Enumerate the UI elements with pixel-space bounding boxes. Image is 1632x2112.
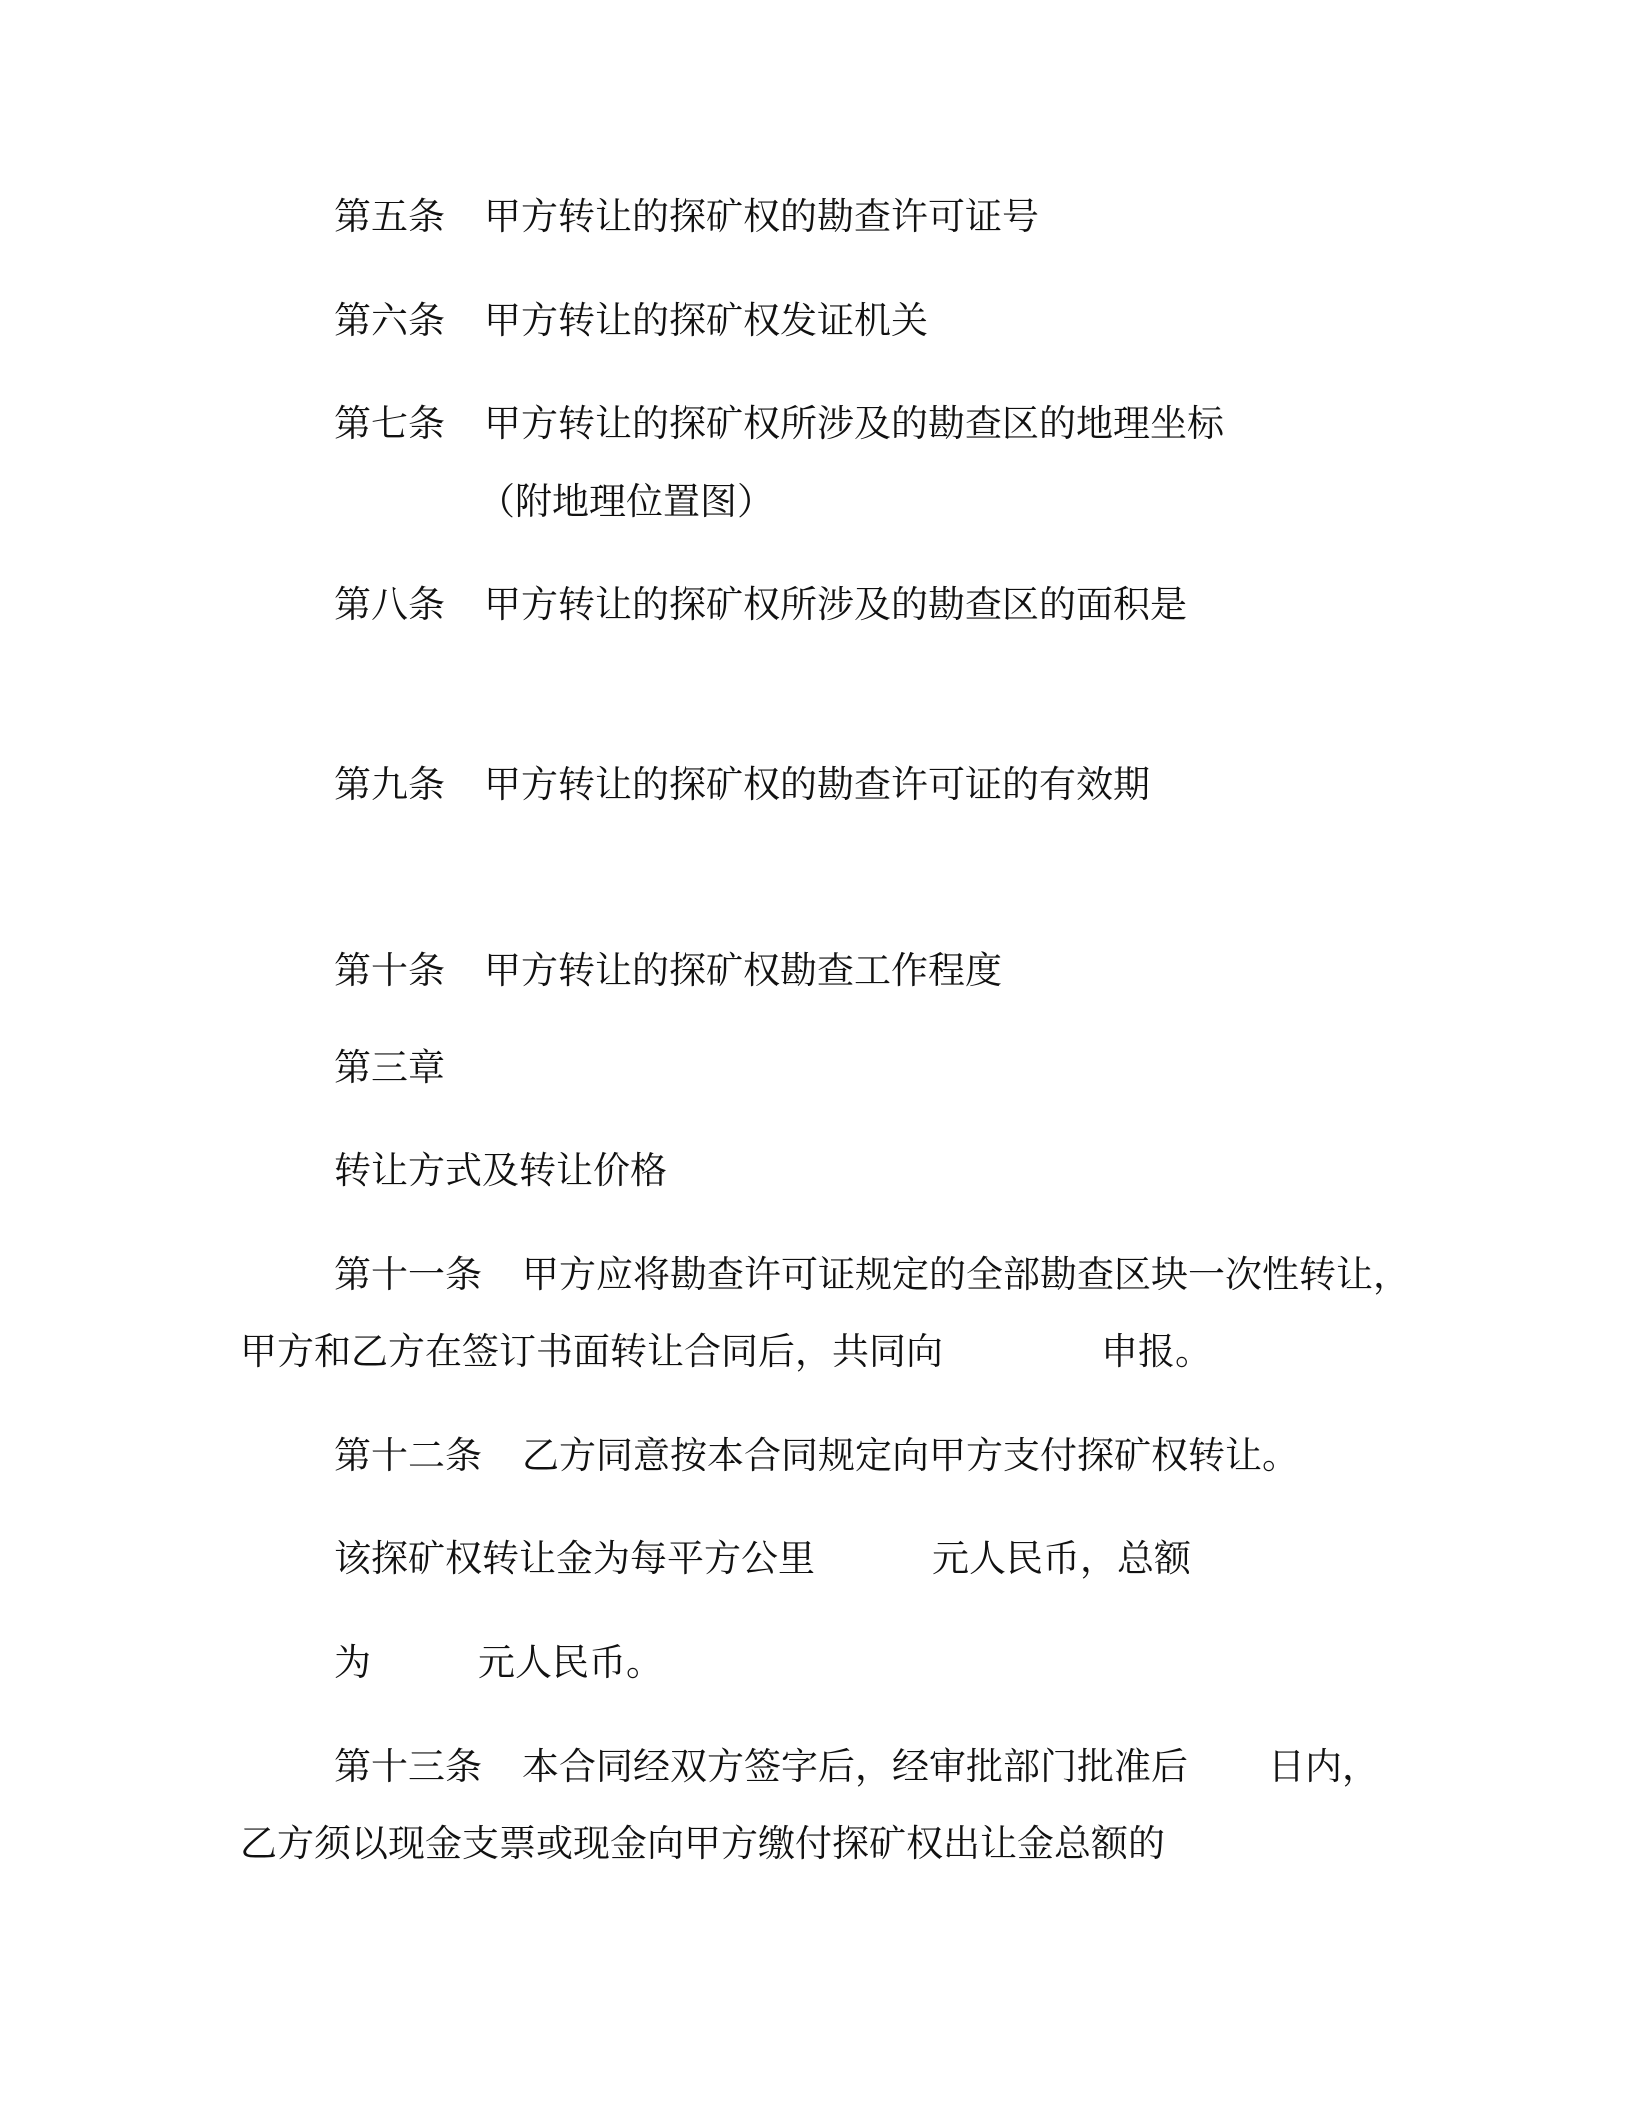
article-13-line2: 乙方须以现金支票或现金向甲方缴付探矿权出让金总额的	[240, 1822, 1165, 1865]
article-13-label: 第十三条	[334, 1745, 482, 1788]
article-12-label: 第十二条	[334, 1434, 482, 1477]
chapter-title: 转让方式及转让价格	[334, 1149, 667, 1192]
article-9-text: 甲方转让的探矿权的勘查许可证的有效期	[484, 763, 1150, 806]
article-11-line2-b: 申报。	[1101, 1330, 1212, 1373]
article-7-label: 第七条	[334, 402, 445, 445]
article-11-line2-a: 甲方和乙方在签订书面转让合同后，共同向	[240, 1330, 943, 1373]
article-9-label: 第九条	[334, 763, 445, 806]
article-7-text: 甲方转让的探矿权所涉及的勘查区的地理坐标	[484, 402, 1224, 445]
article-12-p2-b: 元人民币。	[478, 1641, 663, 1684]
article-8-label: 第八条	[334, 583, 445, 626]
article-6-label: 第六条	[334, 299, 445, 342]
article-7-subtext: （附地理位置图）	[478, 480, 774, 523]
article-11-text: 甲方应将勘查许可证规定的全部勘查区块一次性转让，	[522, 1253, 1410, 1296]
article-10-label: 第十条	[334, 949, 445, 992]
article-6-text: 甲方转让的探矿权发证机关	[484, 299, 928, 342]
article-13-text-a: 本合同经双方签字后，经审批部门批准后	[522, 1745, 1188, 1788]
chapter-label: 第三章	[334, 1046, 445, 1089]
article-5-text: 甲方转让的探矿权的勘查许可证号	[484, 195, 1039, 238]
article-12-p1-b: 元人民币，总额	[932, 1537, 1191, 1580]
article-12-text: 乙方同意按本合同规定向甲方支付探矿权转让。	[522, 1434, 1299, 1477]
article-11-label: 第十一条	[334, 1253, 482, 1296]
article-13-text-b: 日内，	[1268, 1745, 1379, 1788]
article-10-text: 甲方转让的探矿权勘查工作程度	[484, 949, 1002, 992]
article-8-text: 甲方转让的探矿权所涉及的勘查区的面积是	[484, 583, 1187, 626]
article-12-p2-a: 为	[334, 1641, 371, 1684]
article-5-label: 第五条	[334, 195, 445, 238]
article-12-p1-a: 该探矿权转让金为每平方公里	[334, 1537, 815, 1580]
